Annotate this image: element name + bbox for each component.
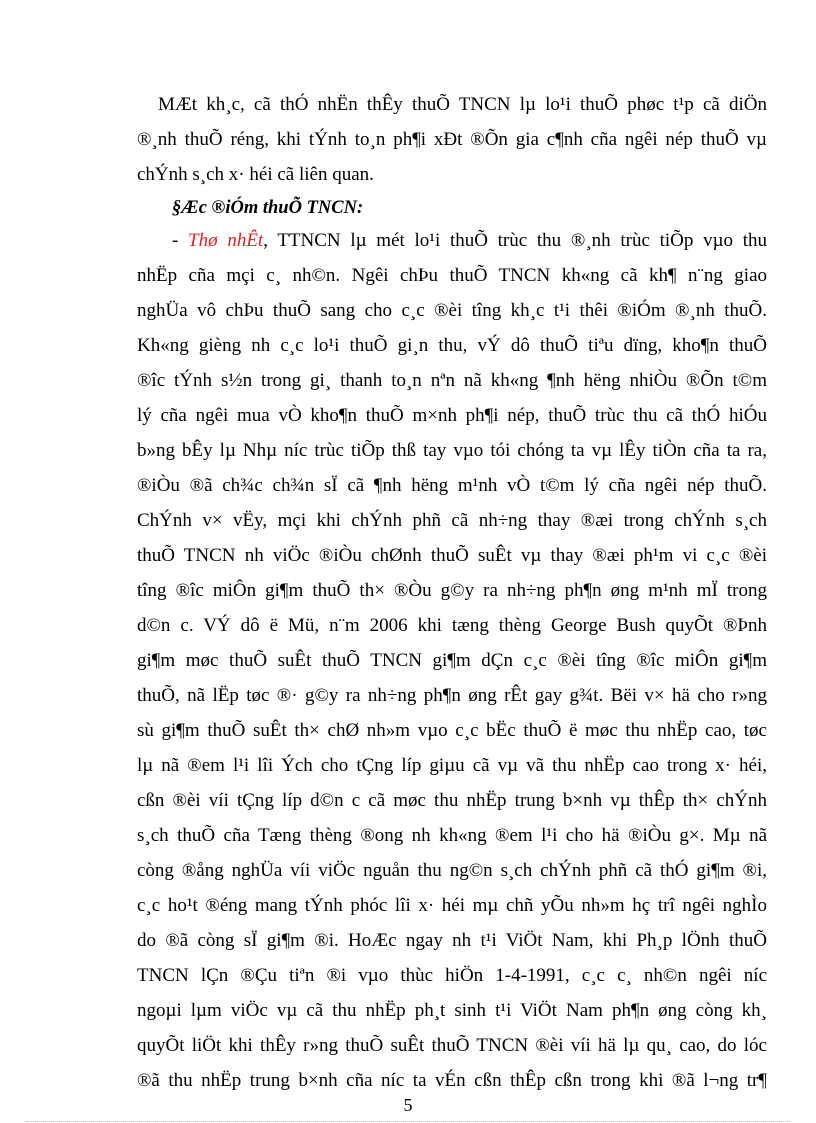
paragraph-2-line: do ®ã còng sÏ gi¶m ®i. HoÆc ngay nh t¹i ViÖt Nam, khi Ph¸p lÖnh thuÕ (137, 930, 767, 951)
paragraph-2-line: c¸c ho¹t ®éng mang tÝnh phóc lîi x· héi mµ chñ yÕu nh»m hç trî ngêi nghÌo (137, 895, 767, 916)
highlight-term: Thø nhÊt (188, 230, 264, 251)
paragraph-2-line: TNCN lÇn ®Çu tiªn ®i vµo thùc hiÖn 1-4-1991, c¸c c¸ nh©n ngêi níc (137, 965, 767, 986)
paragraph-1-line-1: MÆt kh¸c, cã thÓ nhËn thÊy thuÕ TNCN lµ lo¹i thuÕ phøc t¹p cã diÖn (158, 94, 767, 115)
paragraph-2-line: quyÕt liÖt khi thÊy r»ng thuÕ suÊt thuÕ TNCN ®èi víi hä lµ qu¸ cao, do lóc (137, 1035, 767, 1056)
paragraph-2-line: thuÕ TNCN nh viÖc ®iÒu chØnh thuÕ suÊt vµ thay ®æi ph¹m vi c¸c ®èi (137, 545, 767, 566)
paragraph-2-line: còng ®ång nghÜa víi viÖc nguån thu ng©n s¸ch chÝnh phñ cã thÓ gi¶m ®i, (137, 860, 767, 881)
paragraph-2-line: thuÕ, nã lËp tøc ®· g©y ra nh÷ng ph¶n øng rÊt gay g¾t. Bëi v× hä cho r»ng (137, 685, 767, 706)
paragraph-2-line: ChÝnh v× vËy, mçi khi chÝnh phñ cã nh÷ng thay ®æi trong chÝnh s¸ch (137, 510, 767, 531)
paragraph-2-line: s¸ch thuÕ cña Tæng thèng ®ong nh kh«ng ®em l¹i cho hä ®iÒu g×. Mµ nã (137, 825, 767, 846)
paragraph-2-line: nghÜa vô chÞu thuÕ sang cho c¸c ®èi tîng kh¸c t¹i thêi ®iÓm ®¸nh thuÕ. (137, 300, 767, 321)
paragraph-2-line: ®ã thu nhËp trung b×nh cña níc ta vÉn cßn thÊp cßn trong khi ®ã l¬ng tr¶ (137, 1070, 767, 1091)
paragraph-2-line-1 (172, 227, 767, 255)
paragraph-1-line-2: ®¸nh thuÕ réng, khi tÝnh to¸n ph¶i xÐt ®Õn gia c¶nh cña ngêi nép thuÕ vµ (137, 129, 767, 150)
paragraph-2-line: ®iÒu ®ã ch¾c ch¾n sÏ cã ¶nh hëng m¹nh vÒ t©m lý cña ngêi nép thuÕ. (137, 475, 767, 496)
paragraph-2-line: nhËp cña mçi c¸ nh©n. Ngêi chÞu thuÕ TNCN kh«ng cã kh¶ n¨ng giao (137, 265, 767, 286)
paragraph-2-line: d©n c. VÝ dô ë Mü, n¨m 2006 khi tæng thèng George Bush quyÕt ®Þnh (137, 615, 767, 636)
paragraph-2-line: lµ nã ®em l¹i lîi Ých cho tÇng líp giµu cã vµ vã thu nhËp cao trong x· héi, (137, 755, 767, 776)
paragraph-2-line: Kh«ng gièng nh c¸c lo¹i thuÕ gi¸n thu, vÝ dô thuÕ tiªu dïng, kho¶n thuÕ (137, 335, 767, 356)
page-bottom-divider (26, 1121, 790, 1122)
paragraph-2-line: ®îc tÝnh s½n trong gi¸ thanh to¸n nªn nã kh«ng ¶nh hëng nhiÒu ®Õn t©m (137, 370, 767, 391)
section-heading: §Æc ®iÓm thuÕ TNCN: (172, 198, 364, 218)
paragraph-2-line: tîng ®îc miÔn gi¶m thuÕ th× ®Òu g©y ra nh÷ng ph¶n øng m¹nh mÏ trong (137, 580, 767, 601)
paragraph-2-line-1-rest: , TTNCN lµ mét lo¹i thuÕ trùc thu ®¸nh trùc tiÕp vµo thu (263, 230, 767, 251)
paragraph-2-line: b»ng bÊy lµ Nhµ níc trùc tiÕp thß tay vµo tói chóng ta vµ lÊy tiÒn cña ta ra, (137, 440, 767, 461)
paragraph-2-line: ngoµi lµm viÖc vµ cã thu nhËp ph¸t sinh t¹i ViÖt Nam ph¶n øng còng kh¸ (137, 1000, 767, 1021)
paragraph-2-line: sù gi¶m thuÕ suÊt th× chØ nh»m vµo c¸c bËc thuÕ ë møc thu nhËp cao, tøc (137, 720, 767, 741)
paragraph-1-line-3: chÝnh s¸ch x· héi cã liên quan. (137, 164, 374, 185)
paragraph-2-line: lý cña ngêi mua vÒ kho¶n thuÕ m×nh ph¶i nép, thuÕ trùc thu cã thÓ hiÓu (137, 405, 767, 426)
paragraph-2-line: cßn ®èi víi tÇng líp d©n c cã møc thu nhËp trung b×nh vµ thÊp th× chÝnh (137, 790, 767, 811)
list-dash: - (172, 230, 189, 251)
page-number: 5 (403, 1095, 413, 1115)
paragraph-2-line: gi¶m møc thuÕ suÊt thuÕ TNCN gi¶m dÇn c¸c ®èi tîng ®îc miÔn gi¶m (137, 650, 767, 671)
